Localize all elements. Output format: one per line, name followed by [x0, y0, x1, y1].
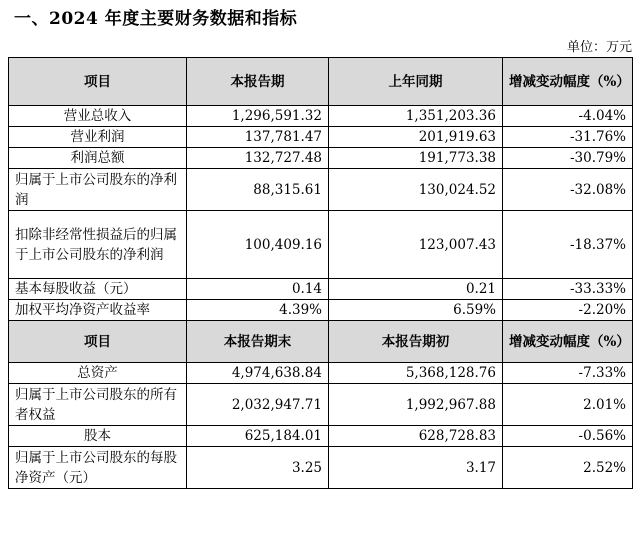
- cell-prior: 130,024.52: [329, 169, 503, 211]
- table-header-row: [9, 58, 633, 106]
- cell-prior: 123,007.43: [329, 211, 503, 279]
- cell-period-start: 3.17: [329, 447, 503, 489]
- cell-prior: 1,351,203.36: [329, 106, 503, 127]
- header-current-period: 本报告期: [187, 58, 329, 106]
- cell-change: -30.79%: [503, 148, 633, 169]
- row-label: 归属于上市公司股东的所有者权益: [9, 384, 187, 426]
- cell-current: 88,315.61: [187, 169, 329, 211]
- cell-period-end: 4,974,638.84: [187, 363, 329, 384]
- header-change-rate: 增减变动幅度（%）: [503, 321, 633, 363]
- header-prior-period: 上年同期: [329, 58, 503, 106]
- cell-period-end: 3.25: [187, 447, 329, 489]
- cell-change: -4.04%: [503, 106, 633, 127]
- cell-change: -0.56%: [503, 426, 633, 447]
- cell-current: 0.14: [187, 279, 329, 300]
- header-period-end: 本报告期末: [187, 321, 329, 363]
- cell-period-start: 628,728.83: [329, 426, 503, 447]
- unit-label: 单位：万元: [566, 40, 632, 55]
- cell-period-end: 2,032,947.71: [187, 384, 329, 426]
- document-title: 一、2024 年度主要财务数据和指标: [14, 9, 298, 29]
- cell-change: -32.08%: [503, 169, 633, 211]
- row-label: 归属于上市公司股东的每股净资产（元）: [9, 447, 187, 489]
- cell-current: 137,781.47: [187, 127, 329, 148]
- cell-current: 1,296,591.32: [187, 106, 329, 127]
- header-item: 项目: [9, 321, 187, 363]
- cell-change: -31.76%: [503, 127, 633, 148]
- row-label: 基本每股收益（元）: [9, 279, 187, 300]
- cell-change: -18.37%: [503, 211, 633, 279]
- cell-change: -33.33%: [503, 279, 633, 300]
- financial-data-table: [8, 57, 633, 489]
- cell-change: -7.33%: [503, 363, 633, 384]
- cell-change: 2.01%: [503, 384, 633, 426]
- row-label: 加权平均净资产收益率: [9, 300, 187, 321]
- table-header-row-balance: [9, 321, 633, 363]
- table-row: [9, 447, 633, 489]
- header-change-rate: 增减变动幅度（%）: [503, 58, 633, 106]
- table-row: [9, 148, 633, 169]
- cell-change: 2.52%: [503, 447, 633, 489]
- cell-current: 100,409.16: [187, 211, 329, 279]
- table-row: [9, 300, 633, 321]
- row-label: 营业总收入: [9, 106, 187, 127]
- cell-period-start: 5,368,128.76: [329, 363, 503, 384]
- table-row: [9, 426, 633, 447]
- table-row: [9, 169, 633, 211]
- row-label: 扣除非经常性损益后的归属于上市公司股东的净利润: [9, 211, 187, 279]
- table-row: [9, 384, 633, 426]
- row-label: 总资产: [9, 363, 187, 384]
- header-item: 项目: [9, 58, 187, 106]
- row-label: 归属于上市公司股东的净利润: [9, 169, 187, 211]
- table-row: [9, 127, 633, 148]
- table-row: [9, 211, 633, 279]
- cell-prior: 201,919.63: [329, 127, 503, 148]
- row-label: 股本: [9, 426, 187, 447]
- table-row: [9, 106, 633, 127]
- cell-period-start: 1,992,967.88: [329, 384, 503, 426]
- cell-current: 4.39%: [187, 300, 329, 321]
- cell-period-end: 625,184.01: [187, 426, 329, 447]
- cell-prior: 191,773.38: [329, 148, 503, 169]
- cell-current: 132,727.48: [187, 148, 329, 169]
- cell-change: -2.20%: [503, 300, 633, 321]
- header-period-start: 本报告期初: [329, 321, 503, 363]
- table-row: [9, 363, 633, 384]
- cell-prior: 0.21: [329, 279, 503, 300]
- row-label: 营业利润: [9, 127, 187, 148]
- row-label: 利润总额: [9, 148, 187, 169]
- cell-prior: 6.59%: [329, 300, 503, 321]
- table-row: [9, 279, 633, 300]
